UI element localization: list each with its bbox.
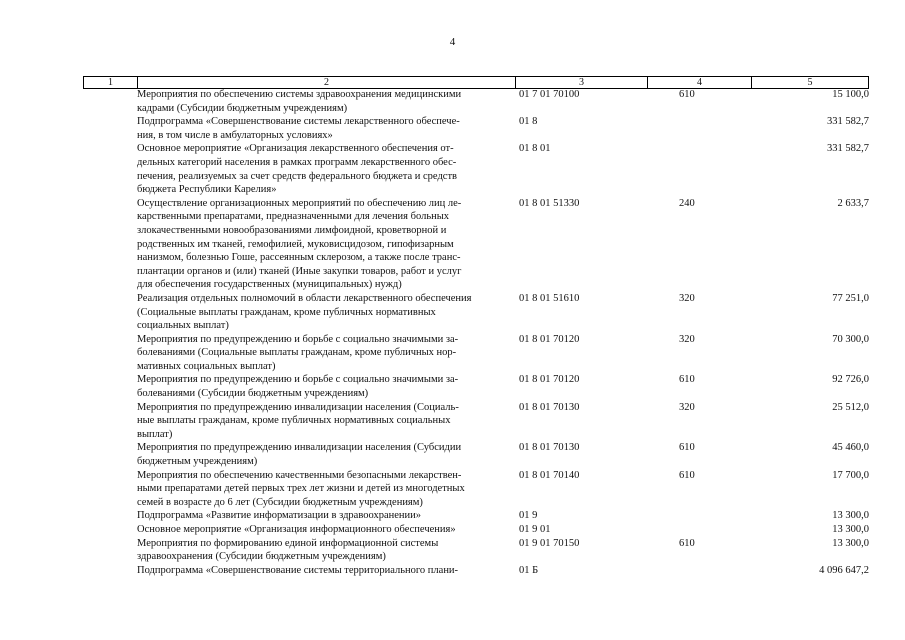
row-code: 01 8 01 70120 [519, 374, 580, 386]
row-name: Подпрограмма «Совершенствование системы лекарственного обеспече- ния, в том числе в амбулаторных условиях» [137, 116, 460, 141]
row-expense-type: 610 [679, 89, 695, 100]
row-amount: 13 300,0 [832, 510, 869, 522]
row-spacer [83, 469, 137, 510]
table-row [83, 115, 869, 142]
row-code: 01 9 01 70150 [519, 537, 580, 549]
row-name: Мероприятия по предупреждению инвалидизации населения (Субсидии бюджетным учреждениям) [137, 442, 462, 468]
row-expense-type [647, 523, 751, 537]
row-name: Мероприятия по предупреждению и борьбе с социально значимыми за- болеваниями (Субсидии бюджетным учреждениям) [137, 374, 459, 400]
header-col-2: 2 [138, 77, 516, 88]
row-spacer [83, 564, 137, 578]
row-spacer [83, 537, 137, 564]
row-amount: 92 726,0 [832, 374, 869, 386]
row-spacer [83, 509, 137, 523]
row-code: 01 8 01 70130 [519, 401, 580, 413]
header-col-4: 4 [648, 77, 752, 88]
row-amount: 17 700,0 [832, 469, 869, 481]
table-row [83, 441, 869, 468]
row-spacer [83, 115, 137, 142]
table-row [83, 333, 869, 374]
row-code: 01 7 01 70100 [519, 89, 580, 100]
row-amount: 331 582,7 [827, 143, 869, 155]
row-spacer [83, 292, 137, 333]
row-expense-type: 320 [679, 333, 695, 345]
row-expense-type [647, 509, 751, 523]
row-spacer [83, 88, 137, 115]
row-spacer [83, 333, 137, 374]
row-name: Осуществление организационных мероприятий по обеспечению лиц ле- карственными препаратами, предназначенными для лечения больных злокачественными новообразованиями лимфоидной, кроветворной и родственных им тканей, гемофилией, муковисцидозом, гипофизарным нанизмом, болезнью Гоше, рассеянным склерозом, а также после транс- плантации органов и (или) тканей (Иные закупки товаров, работ и услуг для обеспечения государственных (муниципальных) нужд) [137, 197, 462, 291]
row-code: 01 9 01 [519, 524, 551, 535]
row-name: Мероприятия по предупреждению и борьбе с социально значимыми за- болеваниями (Социальные выплаты гражданам, кроме публичных нор- мативных социальных выплат) [137, 333, 459, 372]
row-code: 01 8 01 [519, 143, 551, 155]
row-spacer [83, 197, 137, 292]
table-row [83, 564, 869, 578]
row-name: Основное мероприятие «Организация информационного обеспечения» [137, 524, 456, 535]
row-expense-type [647, 142, 751, 196]
page-number: 4 [449, 36, 456, 48]
row-amount: 13 300,0 [832, 524, 869, 535]
row-code: 01 9 [519, 510, 538, 522]
table-row [83, 142, 869, 196]
row-amount: 2 633,7 [837, 197, 869, 209]
row-spacer [83, 523, 137, 537]
table-row [83, 537, 869, 564]
row-code: 01 8 01 70140 [519, 469, 580, 481]
row-expense-type: 610 [679, 442, 695, 454]
table-row [83, 88, 869, 115]
row-amount: 70 300,0 [832, 333, 869, 345]
row-amount: 15 100,0 [832, 89, 869, 100]
budget-table [83, 88, 869, 577]
row-spacer [83, 441, 137, 468]
row-amount: 25 512,0 [832, 401, 869, 413]
table-row [83, 373, 869, 400]
row-amount: 4 096 647,2 [819, 564, 869, 576]
row-code: 01 8 01 51330 [519, 197, 580, 209]
table-row [83, 523, 869, 537]
row-amount: 45 460,0 [832, 442, 869, 454]
row-amount: 331 582,7 [827, 116, 869, 128]
row-expense-type: 610 [679, 537, 695, 549]
table-row [83, 401, 869, 442]
row-name: Основное мероприятие «Организация лекарственного обеспечения от- дельных категорий населения в рамках программ лекарственного обес- печения, реализуемых за счет средств федерального бюджета и средств бюджета Республики Карелия» [137, 143, 457, 196]
row-name: Подпрограмма «Совершенствование системы территориального плани- [137, 564, 459, 576]
row-code: 01 8 [519, 116, 538, 128]
row-expense-type: 610 [679, 374, 695, 386]
row-code: 01 8 01 70120 [519, 333, 580, 345]
row-name: Мероприятия по предупреждению инвалидизации населения (Социаль- ные выплаты гражданам, кроме публичных нормативных социальных выплат) [137, 401, 459, 440]
row-name: Подпрограмма «Развитие информатизации в здравоохранении» [137, 510, 421, 522]
row-name: Мероприятия по формированию единой информационной системы здравоохранения (Субсидии бюджетным учреждениям) [137, 537, 439, 563]
row-code: 01 8 01 51610 [519, 292, 580, 304]
row-expense-type: 320 [679, 292, 695, 304]
row-code: 01 Б [519, 564, 539, 576]
row-expense-type: 320 [679, 401, 695, 413]
row-spacer [83, 401, 137, 442]
row-name: Мероприятия по обеспечению системы здравоохранения медицинскими кадрами (Субсидии бюджетным учреждениям) [137, 89, 462, 114]
header-col-3: 3 [516, 77, 648, 88]
table-row [83, 509, 869, 523]
table-row [83, 292, 869, 333]
header-col-1: 1 [84, 77, 138, 88]
table-row [83, 197, 869, 292]
row-expense-type [647, 115, 751, 142]
row-expense-type: 240 [679, 197, 695, 209]
row-spacer [83, 142, 137, 196]
row-expense-type: 610 [679, 469, 695, 481]
row-code: 01 8 01 70130 [519, 442, 580, 454]
row-amount: 13 300,0 [832, 537, 869, 549]
table-row [83, 469, 869, 510]
header-col-5: 5 [807, 77, 813, 88]
row-expense-type [647, 564, 751, 578]
row-name: Мероприятия по обеспечению качественными безопасными лекарствен- ными препаратами детей первых трех лет жизни и детей из многодетных семей в возрасте до 6 лет (Субсидии бюджетным учреждениям) [137, 469, 465, 508]
row-amount: 77 251,0 [832, 292, 869, 304]
row-name: Реализация отдельных полномочий в области лекарственного обеспечения (Социальные выплаты гражданам, кроме публичных нормативных социальных выплат) [137, 292, 472, 332]
row-spacer [83, 373, 137, 400]
